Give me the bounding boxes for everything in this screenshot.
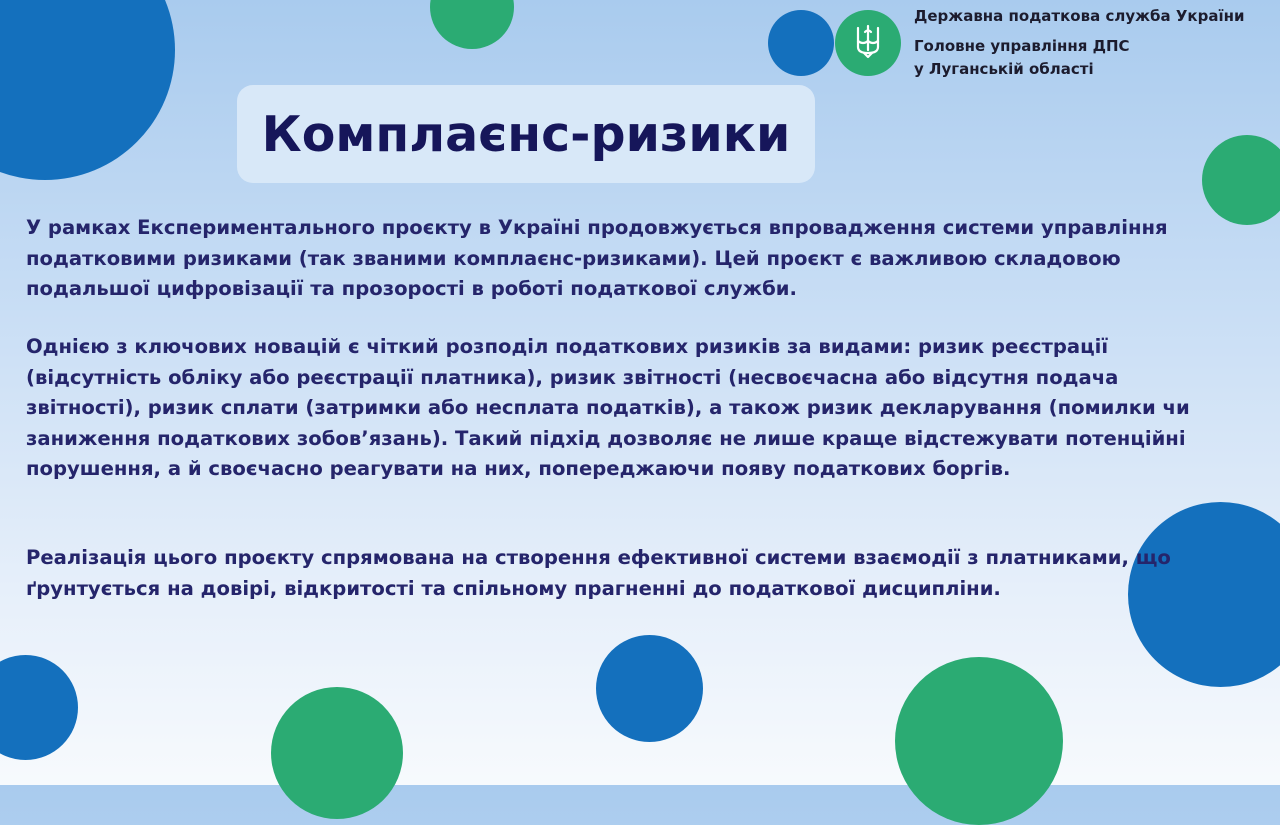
decor-circle-top-left [0,0,175,180]
paragraph-2: Однією з ключових новацій є чіткий розподіл податкових ризиків за видами: ризик реєстрації (відсутність обліку або реєстрації платника), ризик звітності (несвоєчасна або відсутня подача звітності), ризик сплати (затримки або несплата податків), а також ризик декларування (помилки чи заниження податкових зобов’язань). Такий підхід дозволяє не лише краще відстежувати потенційні порушення, а й своєчасно реагувати на них, попереджаючи появу податкових боргів. [26,335,1190,480]
page-title: Комплаєнс-ризики [261,105,791,163]
department-line-2: у Луганській області [914,60,1094,78]
paragraph-3: Реалізація цього проєкту спрямована на створення ефективної системи взаємодії з платниками, що ґрунтується на довірі, відкритості та спільному прагненні до податкової дисципліни. [26,546,1171,600]
organization-header [835,0,1280,90]
title-box [237,85,815,183]
decor-circle-top-center [430,0,514,49]
decor-circle-top-right [768,10,834,76]
trident-icon [853,23,883,63]
org-name: Державна податкова служба України [914,7,1245,25]
paragraph-1: У рамках Експериментального проєкту в Україні продовжується впровадження системи управління податковими ризиками (так званими комплаєнс-ризиками). Цей проєкт є важливою складовою подальшої цифровізації та прозорості в роботі податкової служби. [26,216,1168,300]
decor-circle-bottom-left [0,655,78,760]
emblem [835,10,901,76]
decor-circle-bottom-right [895,657,1063,825]
decor-circle-bottom-left-green [271,687,403,819]
decor-circle-right [1202,135,1280,225]
decor-circle-bottom-center [596,635,703,742]
department-line-1: Головне управління ДПС [914,37,1130,55]
